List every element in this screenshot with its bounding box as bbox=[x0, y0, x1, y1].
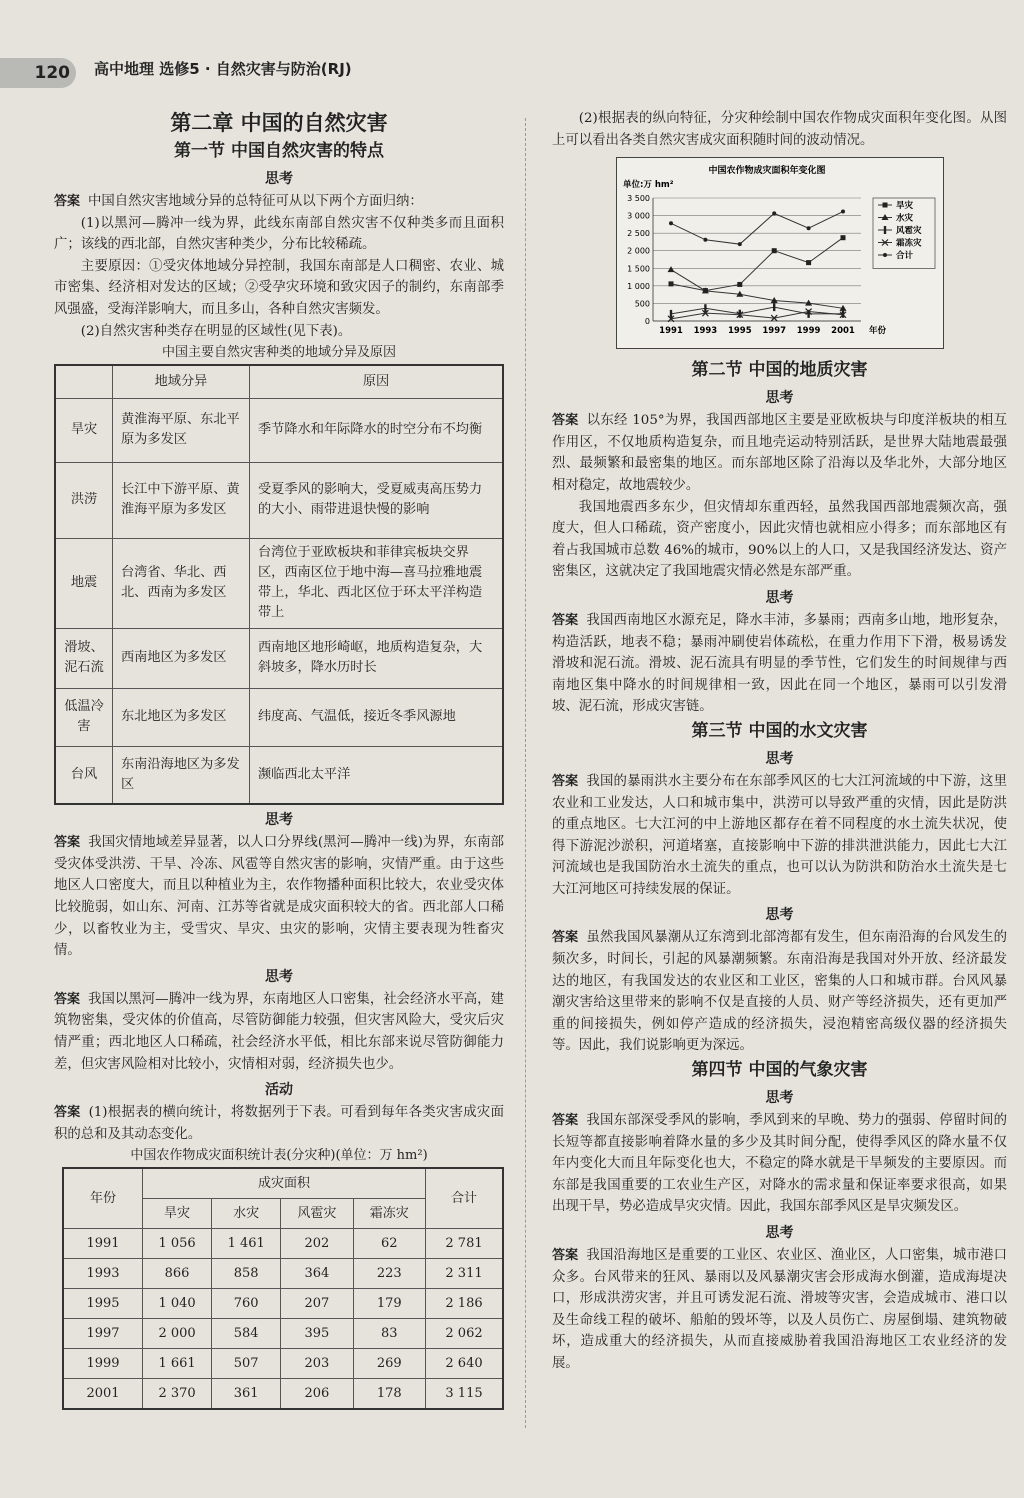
think-heading: 思考 bbox=[265, 171, 293, 187]
x-tick-label: 1995 bbox=[727, 326, 752, 337]
paragraph: 我国的暴雨洪水主要分布在东部季风区的七大江河流域的中下游，这里农业和工业发达，人口和城市集中，洪涝可以导致严重的灾情，因此是防洪的重点地区。七大江河的中上游地区都存在着不同程度的水土流失状况，使得下游泥沙淤积，河道堵塞，直接影响中下游的排洪泄洪能力，因此七大江河流域也是我国防治水土流失的重点，也可以认为防洪和防治水土流失是七大江河地区可持续发展的保证。 bbox=[552, 773, 1007, 897]
table-caption: 中国主要自然灾害种类的地域分异及原因 bbox=[161, 345, 396, 361]
table-cell: 旱灾 bbox=[55, 398, 113, 462]
table-cell: 178 bbox=[353, 1378, 425, 1409]
answer-label: 答案 bbox=[54, 194, 81, 209]
legend-label: 水灾 bbox=[896, 213, 914, 224]
data-point bbox=[773, 303, 775, 311]
table-row bbox=[63, 1348, 503, 1378]
crop-disaster-table bbox=[62, 1167, 504, 1410]
table-cell: 东南沿海地区为多发区 bbox=[113, 746, 250, 804]
legend-label: 合计 bbox=[896, 251, 914, 262]
think-heading: 思考 bbox=[265, 968, 293, 985]
answer-label: 答案 bbox=[552, 413, 579, 429]
table-cell: 269 bbox=[353, 1348, 425, 1378]
activity-heading: 活动 bbox=[265, 1082, 293, 1099]
table-cell: 西南地区地形崎岖，地质构造复杂，大斜坡多，降水历时长 bbox=[250, 628, 504, 688]
series-line bbox=[671, 307, 843, 314]
answer-label: 答案 bbox=[54, 835, 81, 851]
table-header: 风雹灾 bbox=[281, 1198, 353, 1228]
table-cell: 2 000 bbox=[143, 1318, 212, 1348]
y-tick-label: 2 500 bbox=[627, 229, 650, 239]
table-header: 水灾 bbox=[212, 1198, 281, 1228]
paragraph: 以东经 105°为界，我国西部地区主要是亚欧板块与印度洋板块的相互作用区，不仅地质构造复杂，而且地壳运动特别活跃，是世界大陆地震最强烈、最频繁和最密集的地区。而东部地区除了沿海以及华北外，大部分地区相对稳定，故地震较少。 bbox=[552, 413, 1007, 493]
table-cell: 1 040 bbox=[143, 1288, 212, 1318]
table-header: 成灾面积 bbox=[143, 1168, 426, 1199]
data-point bbox=[704, 304, 706, 312]
y-tick-label: 1 000 bbox=[627, 282, 650, 292]
data-point bbox=[841, 235, 846, 240]
data-point bbox=[669, 282, 674, 287]
table-cell: 2 186 bbox=[426, 1288, 504, 1318]
x-tick-label: 2001 bbox=[831, 326, 855, 337]
y-tick-label: 3 500 bbox=[627, 194, 650, 204]
table-header: 霜冻灾 bbox=[353, 1198, 425, 1228]
paragraph: 我国沿海地区是重要的工业区、农业区、渔业区，人口密集，城市港口众多。台风带来的狂风、暴雨以及风暴潮灾害会形成海水倒灌，造成海堤决口，形成洪涝灾害，并且可诱发泥石流、滑坡等灾害，会造成城市、港口以及生命线工程的破坏、船舶的毁坏等，以及人员伤亡、房屋倒塌、建筑物破坏，造成重大的经济损失，从而直接威胁着我国沿海地区工农业经济的发展。 bbox=[552, 1248, 1007, 1371]
table-cell: 西南地区为多发区 bbox=[113, 628, 250, 688]
paragraph: 我国西南地区水源充足，降水丰沛，多暴雨；西南多山地，地形复杂，构造活跃，地表不稳；暴雨冲刷使岩体疏松，在重力作用下下滑，极易诱发滑坡和泥石流。滑坡、泥石流具有明显的季节性，它们发生的时间规律与西南地区集中降水的时间规律相一致，因此在同一个地区，暴雨可以引发滑坡、泥石流，形成灾害链。 bbox=[552, 612, 1007, 715]
chart-svg bbox=[617, 158, 943, 348]
table-cell: 台湾省、华北、西北、西南为多发区 bbox=[113, 538, 250, 628]
table-cell: 202 bbox=[281, 1228, 353, 1258]
table-cell: 1993 bbox=[63, 1258, 143, 1288]
y-tick-label: 3 000 bbox=[627, 211, 650, 221]
paragraph: (2)自然灾害种类存在明显的区域性(见下表)。 bbox=[80, 323, 352, 339]
data-point bbox=[841, 210, 845, 214]
think-heading: 思考 bbox=[765, 1090, 794, 1107]
think-heading: 思考 bbox=[765, 589, 794, 606]
table-cell: 179 bbox=[353, 1288, 425, 1318]
table-cell: 760 bbox=[212, 1288, 281, 1318]
legend-label: 旱灾 bbox=[896, 201, 914, 212]
data-point bbox=[772, 248, 777, 253]
answer-label: 答案 bbox=[54, 991, 81, 1007]
table-cell: 866 bbox=[143, 1258, 212, 1288]
paragraph: 我国灾情地域差异显著，以人口分界线(黑河—腾冲一线)为界，东南部受灾体受洪涝、干旱、冷冻、风雹等自然灾害的影响，灾情严重。由于这些地区人口密度大，而且以种植业为主，农作物播种面积比较大，农业受灾体比较脆弱，如山东、河南、江苏等省就是成灾面积较大的省。西北部人口稀少，以畜牧业为主，受雪灾、旱灾、虫灾的影响，灾情主要表现为牲畜灾情。 bbox=[54, 835, 504, 959]
y-tick-label: 0 bbox=[644, 317, 650, 327]
table-cell: 1991 bbox=[63, 1228, 143, 1258]
table-cell: 纬度高、气温低，接近冬季风源地 bbox=[250, 688, 504, 746]
table-cell: 203 bbox=[281, 1348, 353, 1378]
table-cell: 1 661 bbox=[143, 1348, 212, 1378]
answer-label: 答案 bbox=[552, 773, 579, 789]
table-cell: 1997 bbox=[63, 1318, 143, 1348]
table-cell: 1999 bbox=[63, 1348, 143, 1378]
right-column bbox=[552, 108, 1007, 1375]
book-title: 高中地理 选修5 · 自然灾害与防治(RJ) bbox=[94, 60, 352, 78]
legend-label: 霜冻灾 bbox=[896, 238, 922, 249]
think-heading: 思考 bbox=[765, 1225, 794, 1241]
section-title: 第四节 中国的气象灾害 bbox=[691, 1060, 868, 1081]
table-row bbox=[63, 1258, 503, 1288]
column-divider bbox=[525, 118, 526, 1428]
data-point bbox=[806, 260, 811, 265]
y-tick-label: 1 500 bbox=[627, 264, 650, 274]
table-header: 地域分异 bbox=[113, 365, 250, 399]
think-heading: 思考 bbox=[765, 390, 794, 407]
section-title: 第二节 中国的地质灾害 bbox=[691, 360, 868, 381]
x-tick-label: 1997 bbox=[762, 326, 787, 337]
table-row bbox=[63, 1318, 503, 1348]
think-heading: 思考 bbox=[265, 812, 293, 829]
table-cell: 1 056 bbox=[143, 1228, 212, 1258]
table-cell: 2001 bbox=[63, 1378, 143, 1409]
table-cell: 395 bbox=[281, 1318, 353, 1348]
table-header-blank bbox=[55, 365, 113, 399]
table-cell: 361 bbox=[212, 1378, 281, 1409]
table-cell: 2 781 bbox=[426, 1228, 504, 1258]
table-header: 原因 bbox=[250, 365, 504, 399]
table-cell: 507 bbox=[212, 1348, 281, 1378]
data-point bbox=[884, 226, 886, 234]
table-header: 旱灾 bbox=[143, 1198, 212, 1228]
table-cell: 滑坡、泥石流 bbox=[55, 628, 113, 688]
table-header: 合计 bbox=[426, 1168, 504, 1229]
table-row bbox=[63, 1228, 503, 1258]
chart-unit-label: 单位:万 hm² bbox=[623, 180, 674, 191]
table-cell: 地震 bbox=[55, 538, 113, 628]
data-point bbox=[669, 221, 673, 225]
paragraph: 虽然我国风暴潮从辽东湾到北部湾都有发生，但东南沿海的台风发生的频次多，时间长，引起的风暴潮频繁。东南沿海是我国对外开放、经济最发达的地区，有我国发达的农业区和工业区，密集的人口和城市群。台风风暴潮灾害给这里带来的影响不仅是直接的人员、财产等经济损失，还有更加严重的间接损失，例如停产造成的经济损失，浸泡精密高级仪器的经济损失等。因此，我们说影响更为深远。 bbox=[552, 930, 1007, 1054]
table-cell: 2 640 bbox=[426, 1348, 504, 1378]
table-cell: 2 370 bbox=[143, 1378, 212, 1409]
paragraph: (1)以黑河—腾冲一线为界，此线东南部自然灾害不仅种类多而且面积广；该线的西北部，自然灾害种类少，分布比较稀疏。 bbox=[54, 215, 504, 253]
table-cell: 黄淮海平原、东北平原为多发区 bbox=[113, 398, 250, 462]
table-cell: 62 bbox=[353, 1228, 425, 1258]
table-cell: 受夏季风的影响大，受夏威夷高压势力的大小、雨带进退快慢的影响 bbox=[250, 462, 504, 538]
data-point bbox=[807, 226, 811, 230]
data-point bbox=[737, 282, 742, 287]
table-cell: 3 115 bbox=[426, 1378, 504, 1409]
paragraph: (1)根据表的横向统计，将数据列于下表。可看到每年各类灾害成灾面积的总和及其动态变化。 bbox=[54, 1105, 504, 1142]
data-point bbox=[738, 242, 742, 246]
table-cell: 2 311 bbox=[426, 1258, 504, 1288]
y-tick-label: 500 bbox=[634, 299, 650, 309]
x-tick-label: 1991 bbox=[659, 326, 683, 337]
answer-label: 答案 bbox=[552, 930, 579, 946]
chapter-title: 第二章 中国的自然灾害 bbox=[170, 111, 388, 135]
table-cell: 207 bbox=[281, 1288, 353, 1318]
data-point bbox=[668, 266, 675, 272]
table-cell: 低温冷害 bbox=[55, 688, 113, 746]
paragraph: 我国东部深受季风的影响，季风到来的早晚、势力的强弱、停留时间的长短等都直接影响着降水量的多少及其时间分配，使得季风区的降水量不仅年内变化大而且年际变化也大，不稳定的降水就是干旱频发的主要原因。而东部是我国重要的工农业生产区，对降水的需求量和保证率要求很高，如果出现干旱，势必造成旱灾灾情。因此，我国东部季风区是旱灾频发区。 bbox=[552, 1113, 1007, 1215]
disaster-region-table bbox=[54, 364, 504, 806]
table-caption: 中国农作物成灾面积统计表(分灾种)(单位：万 hm²) bbox=[130, 1148, 428, 1164]
data-point bbox=[670, 310, 672, 318]
paragraph: (2)根据表的纵向特征，分灾种绘制中国农作物成灾面积年变化图。从图上可以看出各类自然灾害成灾面积随时间的波动情况。 bbox=[552, 111, 1007, 148]
series-line bbox=[671, 238, 843, 291]
table-cell: 2 062 bbox=[426, 1318, 504, 1348]
data-point bbox=[772, 212, 776, 216]
paragraph: 中国自然灾害地域分异的总特征可从以下两个方面归纳： bbox=[88, 194, 423, 209]
table-cell: 东北地区为多发区 bbox=[113, 688, 250, 746]
page-header bbox=[0, 58, 1024, 88]
series-line bbox=[671, 312, 843, 319]
paragraph: 我国地震西多东少，但灾情却东重西轻，虽然我国西部地震频次高，强度大，但人口稀疏，资产密度小，因此灾情也就相应小得多；而东部地区有着占我国城市总数 46%的城市，90%以上的人口，又是我国经济发达、资产密集区，这就决定了我国地震灾情必然是东部严重。 bbox=[552, 499, 1007, 580]
table-cell: 223 bbox=[353, 1258, 425, 1288]
answer-label: 答案 bbox=[54, 1105, 81, 1121]
page-number: 120 bbox=[0, 58, 76, 88]
left-column bbox=[54, 108, 504, 1410]
x-axis-label: 年份 bbox=[869, 326, 887, 337]
answer-label: 答案 bbox=[552, 1113, 579, 1129]
table-header: 年份 bbox=[63, 1168, 143, 1229]
table-row bbox=[63, 1288, 503, 1318]
x-tick-label: 1993 bbox=[693, 326, 718, 337]
paragraph: 主要原因：①受灾体地域分异控制，我国东南部是人口稠密、农业、城市密集、经济相对发达的区域；②受孕灾环境和致灾因子的制约，东南部季风强盛，受海洋影响大，而且多山，各种自然灾害频发。 bbox=[54, 258, 504, 317]
data-point bbox=[883, 253, 887, 257]
line-chart bbox=[616, 157, 944, 349]
table-cell: 83 bbox=[353, 1318, 425, 1348]
table-row bbox=[63, 1378, 503, 1409]
table-cell: 364 bbox=[281, 1258, 353, 1288]
chart-title: 中国农作物成灾面积年变化图 bbox=[708, 166, 826, 177]
data-point bbox=[883, 203, 888, 208]
table-cell: 206 bbox=[281, 1378, 353, 1409]
series-line bbox=[671, 212, 843, 245]
answer-label: 答案 bbox=[552, 612, 579, 628]
x-tick-label: 1999 bbox=[796, 326, 821, 337]
table-cell: 濒临西北太平洋 bbox=[250, 746, 504, 804]
table-cell: 长江中下游平原、黄淮海平原为多发区 bbox=[113, 462, 250, 538]
table-cell: 858 bbox=[212, 1258, 281, 1288]
section-title: 第一节 中国自然灾害的特点 bbox=[174, 141, 384, 161]
answer-label: 答案 bbox=[552, 1248, 579, 1263]
legend-label: 风雹灾 bbox=[896, 226, 922, 237]
table-cell: 季节降水和年际降水的时空分布不均衡 bbox=[250, 398, 504, 462]
table-cell: 1 461 bbox=[212, 1228, 281, 1258]
data-point bbox=[703, 238, 707, 242]
paragraph: 我国以黑河—腾冲一线为界，东南地区人口密集，社会经济水平高，建筑物密集，受灾体的价值高，尽管防御能力较强，但灾害风险大，受灾后灾情严重；西北地区人口稀疏，社会经济水平低，相比东部来说尽管防御能力差，但灾害风险相对比较小，灾情相对弱，经济损失也少。 bbox=[54, 991, 504, 1072]
table-cell: 台风 bbox=[55, 746, 113, 804]
think-heading: 思考 bbox=[765, 750, 794, 767]
table-cell: 584 bbox=[212, 1318, 281, 1348]
think-heading: 思考 bbox=[765, 907, 794, 924]
table-cell: 台湾位于亚欧板块和菲律宾板块交界区，西南区位于地中海—喜马拉雅地震带上，华北、西北区位于环太平洋构造带上 bbox=[250, 538, 504, 628]
section-title: 第三节 中国的水文灾害 bbox=[691, 720, 868, 741]
table-cell: 1995 bbox=[63, 1288, 143, 1318]
y-tick-label: 2 000 bbox=[627, 246, 650, 256]
table-cell: 洪涝 bbox=[55, 462, 113, 538]
